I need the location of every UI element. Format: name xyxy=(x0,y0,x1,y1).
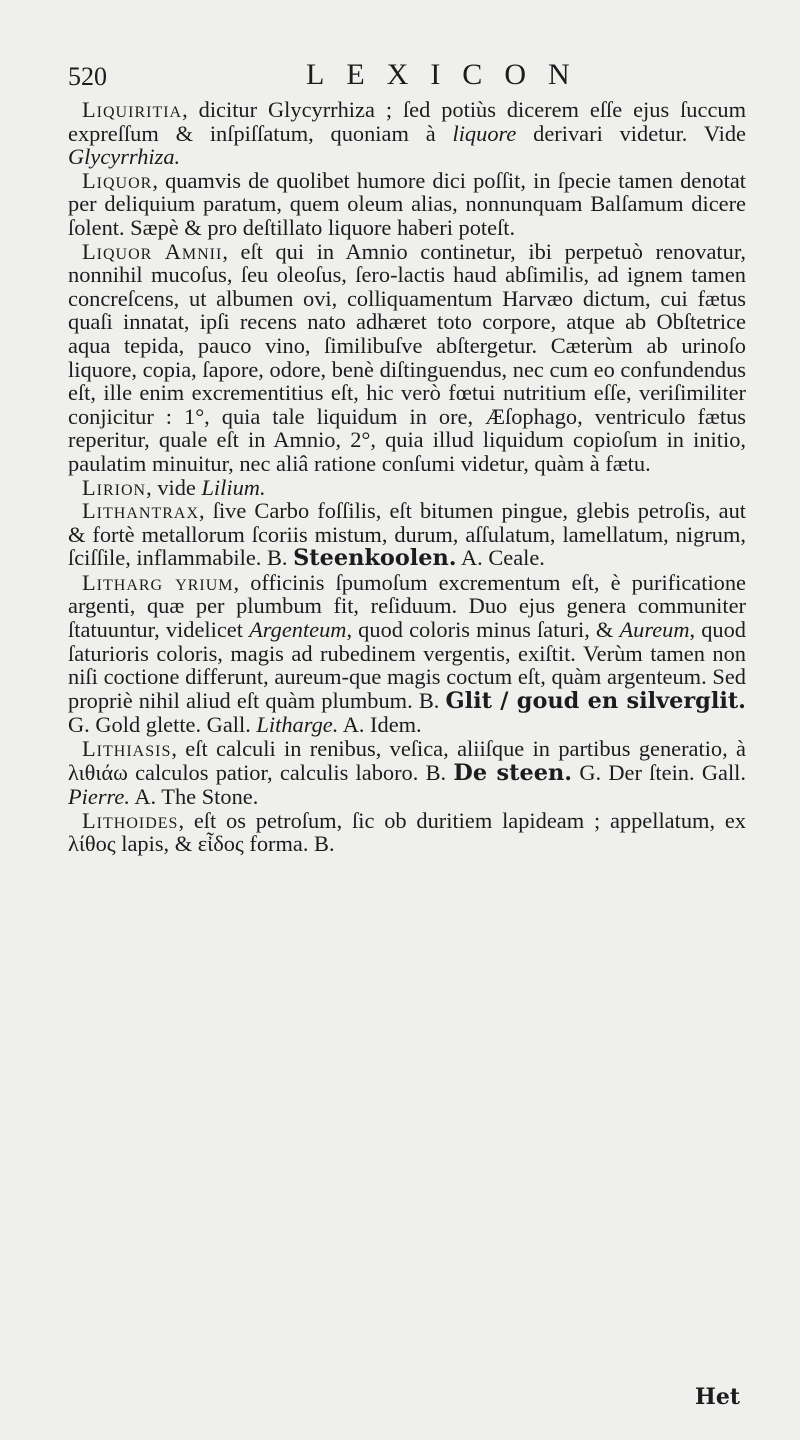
blackletter-term: Glit / goud en silverglit. xyxy=(445,687,746,714)
entry-text: G. Gold glette. Gall. xyxy=(68,712,257,738)
headword: Liquor Amnii xyxy=(82,238,223,264)
italic-term: Litharge. xyxy=(256,712,339,738)
blackletter-term: Steenkoolen. xyxy=(293,545,457,572)
entry-liquor xyxy=(68,169,746,240)
entry-text: A. Ceale. xyxy=(456,545,545,571)
entry-lithantrax xyxy=(68,499,746,571)
entry-text: , quod coloris minus ſaturi, & xyxy=(346,617,620,643)
italic-term: Argenteum xyxy=(249,617,347,643)
entry-lithargyrium xyxy=(68,571,746,737)
headword: Lithiasis xyxy=(82,736,172,762)
entry-text: A. The Stone. xyxy=(129,784,259,810)
entry-text: G. Der ſtein. Gall. xyxy=(572,759,746,785)
entry-text: , officinis ſpumoſum excrementum eſt, è purificatione argenti, quæ per plumbum fit, reſiduum. Duo ejus genera communiter ſtatuuntur, videlicet xyxy=(68,569,746,643)
entry-text: , ſive Carbo foſſilis, eſt bitumen pingue, glebis petroſis, aut & fortè metallorum ſcoriis mistum, durum, aſſulatum, lamellatum, nigrum, ſciſſile, inflammabile. B. xyxy=(68,498,746,571)
entry-text: A. Idem. xyxy=(338,712,422,738)
entry-lithiasis xyxy=(68,737,746,809)
entry-lirion xyxy=(68,476,746,500)
headword: Liquor xyxy=(82,167,153,193)
entry-text: , eſt calculi in renibus, veſica, aliiſque in partibus generatio, à λιθιάω calculos patior, calculis laboro. B. xyxy=(68,736,746,785)
entry-text: derivari videtur. Vide xyxy=(516,120,746,146)
entry-lithoides xyxy=(68,809,746,856)
cross-ref: Glycyrrhiza. xyxy=(68,144,181,170)
entry-liquiritia xyxy=(68,98,746,169)
entry-text: , eſt qui in Amnio continetur, ibi perpetuò renovatur, nonnihil mucoſus, ſeu oleoſus, ſero-lactis haud abſimilis, ad ignem tamen concreſcens, ut albumen ovi, colliquamentum Harvæo dictum, cui fætus quaſi innatat, ipſi recens nato adhæret toto corpore, atque ab Obſtetrice aqua tepida, pauco vino, ſimilibuſve abſtergetur. Cæterùm ab urinoſo liquore, copia, ſapore, odore, benè diſtinguendus, nec cum eo confundendus eſt, ille enim excrementitius eſt, hic verò fœtui nutritium eſſe, veriſimiliter conjicitur : 1°, quia tale liquidum in ore, Æſophago, ventriculo fætus reperitur, quale eſt in Amnio, 2°, quia illud liquidum copioſum in initio, paulatim minuitur, nec aliâ ratione conſumi videtur, quàm à fætu. xyxy=(68,238,746,476)
entry-liquor-amnii xyxy=(68,240,746,476)
headword: Litharg yrium xyxy=(82,569,234,595)
entry-text: , quod ſaturioris coloris, magis ad rubedinem vergentis, exiſtit. Verùm tamen non niſi coctione differunt, aureum-que magis coctum eſt, quàm argenteum. Sed propriè nihil aliud eſt quàm plumbum. B. xyxy=(68,617,746,713)
entry-text: , eſt os petroſum, ſic ob duritiem lapideam ; appellatum, ex λίθος lapis, & εἶδος forma. B. xyxy=(68,807,746,857)
blackletter-term: De steen. xyxy=(453,759,573,786)
catchword: Het xyxy=(695,1384,740,1410)
headword: Liquiritia xyxy=(82,97,183,122)
headword: Lithoides xyxy=(82,807,179,833)
cross-ref: liquore xyxy=(452,120,517,146)
cross-ref: Lilium. xyxy=(201,474,266,500)
page-number: 520 xyxy=(68,62,107,91)
headword: Lithantrax xyxy=(82,498,199,524)
italic-term: Aureum xyxy=(619,617,690,643)
lexicon-body xyxy=(68,98,746,856)
entry-text: , quamvis de quolibet humore dici poſſit, in ſpecie tamen denotat per deliquium paratum, quem oleum alias, nonnunquam Balſamum dicere ſolent. Sæpè & pro deſtillato liquore haberi poteſt. xyxy=(68,167,746,240)
headword: Lirion xyxy=(82,474,147,500)
entry-text: , dicitur Glycyrrhiza ; ſed potiùs dicerem eſſe ejus ſuccum expreſſum & inſpiſſatum, quoniam à xyxy=(68,97,746,146)
italic-term: Pierre. xyxy=(68,784,130,810)
entry-text: , vide xyxy=(146,474,202,500)
running-title: LEXICON xyxy=(306,58,592,91)
running-header xyxy=(68,58,728,102)
